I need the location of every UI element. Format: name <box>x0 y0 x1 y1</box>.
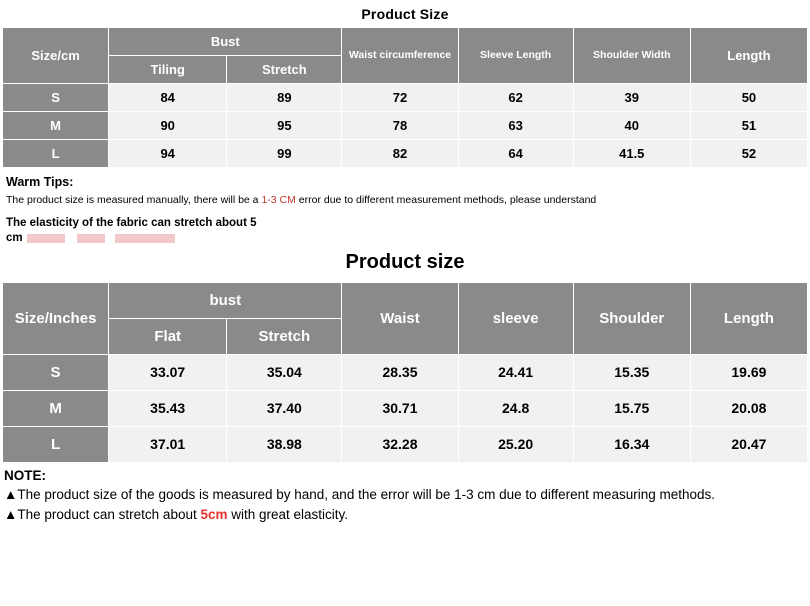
warm-tips-title: Warm Tips: <box>6 175 74 189</box>
header-sleeve-cm: Sleeve Length <box>458 28 573 84</box>
cell-length: 50 <box>690 84 807 112</box>
cell-waist: 32.28 <box>342 426 458 462</box>
row-size-s-inch: S <box>3 354 109 390</box>
cell-shoulder: 15.35 <box>573 354 690 390</box>
table-header-row-1 <box>3 28 808 56</box>
table-row <box>3 354 808 390</box>
cell-waist: 28.35 <box>342 354 458 390</box>
product-size-title-inch: Product size <box>345 250 465 273</box>
cell-stretch: 37.40 <box>227 390 342 426</box>
cell-flat: 33.07 <box>109 354 227 390</box>
header-flat-inch: Flat <box>109 318 227 354</box>
cell-waist: 72 <box>342 84 458 112</box>
header-bust-inch: bust <box>109 282 342 318</box>
cell-sleeve: 63 <box>458 112 573 140</box>
size-table-inch <box>2 282 808 463</box>
cell-shoulder: 16.34 <box>573 426 690 462</box>
cell-length: 20.08 <box>690 390 807 426</box>
header-stretch-inch: Stretch <box>227 318 342 354</box>
cell-sleeve: 25.20 <box>458 426 573 462</box>
header-waist-cm: Waist circumference <box>342 28 458 84</box>
row-size-s-cm: S <box>3 84 109 112</box>
tips-line1-before: The product size is measured manually, there will be a <box>6 194 262 206</box>
cell-tiling: 90 <box>109 112 227 140</box>
redaction-bar <box>115 234 175 243</box>
table-row <box>3 112 808 140</box>
cell-waist: 82 <box>342 140 458 168</box>
table-row <box>3 426 808 462</box>
cell-shoulder: 40 <box>573 112 690 140</box>
header-shoulder-cm: Shoulder Width <box>573 28 690 84</box>
cell-length: 19.69 <box>690 354 807 390</box>
header-sleeve-inch: sleeve <box>458 282 573 354</box>
header-size-cm: Size/cm <box>3 28 109 84</box>
tips-error-range: 1-3 CM <box>261 194 296 206</box>
cell-waist: 30.71 <box>342 390 458 426</box>
row-size-m-inch: M <box>3 390 109 426</box>
table-row <box>3 140 808 168</box>
warm-tips-line-1 <box>6 194 804 208</box>
cell-tiling: 84 <box>109 84 227 112</box>
cell-flat: 37.01 <box>109 426 227 462</box>
header-length-inch: Length <box>690 282 807 354</box>
table-row <box>3 84 808 112</box>
cell-sleeve: 62 <box>458 84 573 112</box>
note-stretch-value: 5cm <box>200 506 228 522</box>
cell-sleeve: 24.8 <box>458 390 573 426</box>
warm-tips-block <box>0 168 810 247</box>
header-bust-cm: Bust <box>109 28 342 56</box>
note2-before: ▲The product can stretch about <box>4 506 201 522</box>
note-line-1: ▲The product size of the goods is measured by hand, and the error will be 1-3 cm due to different measuring methods. <box>4 486 715 502</box>
warm-tips-line-2 <box>6 216 804 247</box>
cell-shoulder: 15.75 <box>573 390 690 426</box>
tips-elasticity-text: The elasticity of the fabric can stretch about 5 <box>6 216 257 229</box>
table-header-row-1 <box>3 282 808 318</box>
row-size-m-cm: M <box>3 112 109 140</box>
note2-after: with great elasticity. <box>227 506 349 522</box>
header-length-cm: Length <box>690 28 807 84</box>
size-table-cm <box>2 27 808 168</box>
tips-line1-after: error due to different measurement methods, please understand <box>295 194 597 206</box>
cell-flat: 35.43 <box>109 390 227 426</box>
cell-length: 20.47 <box>690 426 807 462</box>
tips-cm-unit: cm <box>6 232 23 245</box>
header-size-inch: Size/Inches <box>3 282 109 354</box>
note-title: NOTE: <box>4 467 46 483</box>
cell-stretch: 95 <box>227 112 342 140</box>
table-row <box>3 390 808 426</box>
cell-stretch: 89 <box>227 84 342 112</box>
redaction-bar <box>77 234 105 243</box>
cell-sleeve: 24.41 <box>458 354 573 390</box>
product-size-title-cm: Product Size <box>361 6 449 22</box>
note-line-2 <box>4 506 806 524</box>
cell-stretch: 35.04 <box>227 354 342 390</box>
row-size-l-cm: L <box>3 140 109 168</box>
note-block <box>0 463 810 524</box>
header-tiling-cm: Tiling <box>109 56 227 84</box>
redaction-bar <box>27 234 65 243</box>
header-waist-inch: Waist <box>342 282 458 354</box>
cell-length: 52 <box>690 140 807 168</box>
cell-tiling: 94 <box>109 140 227 168</box>
cell-length: 51 <box>690 112 807 140</box>
cell-shoulder: 39 <box>573 84 690 112</box>
row-size-l-inch: L <box>3 426 109 462</box>
cell-stretch: 99 <box>227 140 342 168</box>
cell-waist: 78 <box>342 112 458 140</box>
header-shoulder-inch: Shoulder <box>573 282 690 354</box>
cell-stretch: 38.98 <box>227 426 342 462</box>
cell-sleeve: 64 <box>458 140 573 168</box>
header-stretch-cm: Stretch <box>227 56 342 84</box>
cell-shoulder: 41.5 <box>573 140 690 168</box>
